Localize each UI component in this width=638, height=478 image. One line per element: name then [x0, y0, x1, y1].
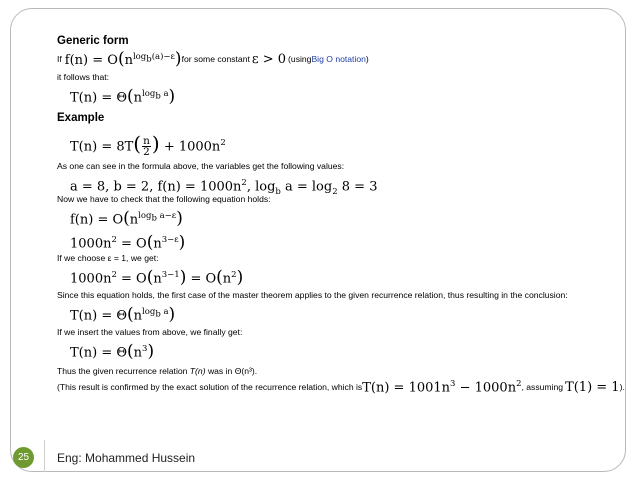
- heading-generic-form: Generic form: [57, 35, 129, 47]
- check-formula-1: $f(n) = O(n^{log_b a-\varepsilon})$: [70, 208, 183, 229]
- confirm-prefix: (This result is confirmed by the exact solution of the recurrence relation, which is: [57, 381, 363, 392]
- thus-line: [57, 366, 609, 377]
- values-formula: a = 8, b = 2, $f(n) = 1000n^2$, $\log_b a = \log_2 8 = 3$: [70, 178, 378, 197]
- heading-example: Example: [57, 112, 105, 124]
- generic-using-open: (using: [288, 53, 312, 64]
- generic-formula: $f(n) = O(n^{log_b(a)-\varepsilon})$: [64, 49, 182, 69]
- big-o-notation-link[interactable]: Big O notation: [311, 53, 366, 64]
- choose-formula: $1000n^2 = O(n^{3-1}) = O(n^2)$: [70, 267, 244, 288]
- as-one-text: As one can see in the formula above, the variables get the following values:: [57, 161, 345, 171]
- generic-form-line: [57, 48, 609, 70]
- confirm-mid: , assuming: [521, 381, 564, 392]
- since-formula: $T(n) = \Theta(n^{log_b a})$: [70, 304, 176, 325]
- confirm-end: ).: [619, 381, 625, 392]
- now-check-text: Now we have to check that the following equation holds:: [57, 194, 271, 204]
- example-formula: T(n) = 8T( $\frac{n}{2}$ ) + $1000n^2$: [70, 131, 226, 159]
- thus-suffix: was in Θ(n³).: [205, 366, 258, 376]
- generic-eps-formula: ε > 0: [251, 51, 287, 67]
- confirm-formula: $T(n) = 1001n^3 - 1000n^2$: [362, 378, 522, 396]
- follows-formula: $T(n) = \Theta(n^{log_b a})$: [70, 86, 176, 107]
- confirm-line: [57, 377, 625, 397]
- since-text: Since this equation holds, the first case of the master theorem applies to the given recurrence relation, thus resulting in the conclusion:: [57, 290, 568, 300]
- footer-divider: [44, 440, 45, 472]
- generic-constant-text: for some constant: [181, 53, 250, 64]
- slide-content: [57, 34, 625, 397]
- confirm-formula-2: T(1) = 1: [565, 379, 620, 395]
- follows-text: it follows that:: [57, 72, 110, 82]
- generic-using-close: ): [365, 53, 369, 64]
- generic-if-text: If: [57, 53, 62, 64]
- footer-author: Eng: Mohammed Hussein: [57, 451, 196, 465]
- thus-tn: T(n): [189, 366, 206, 376]
- check-formula-2: $1000n^2 = O(n^{3-\varepsilon})$: [70, 232, 186, 253]
- insert-formula: $T(n) = \Theta(n^3)$: [70, 341, 155, 362]
- choose-text: If we choose ε = 1, we get:: [57, 253, 159, 263]
- insert-text: If we insert the values from above, we finally get:: [57, 327, 243, 337]
- thus-prefix: Thus the given recurrence relation: [57, 366, 190, 376]
- page-number-badge: 25: [13, 447, 34, 468]
